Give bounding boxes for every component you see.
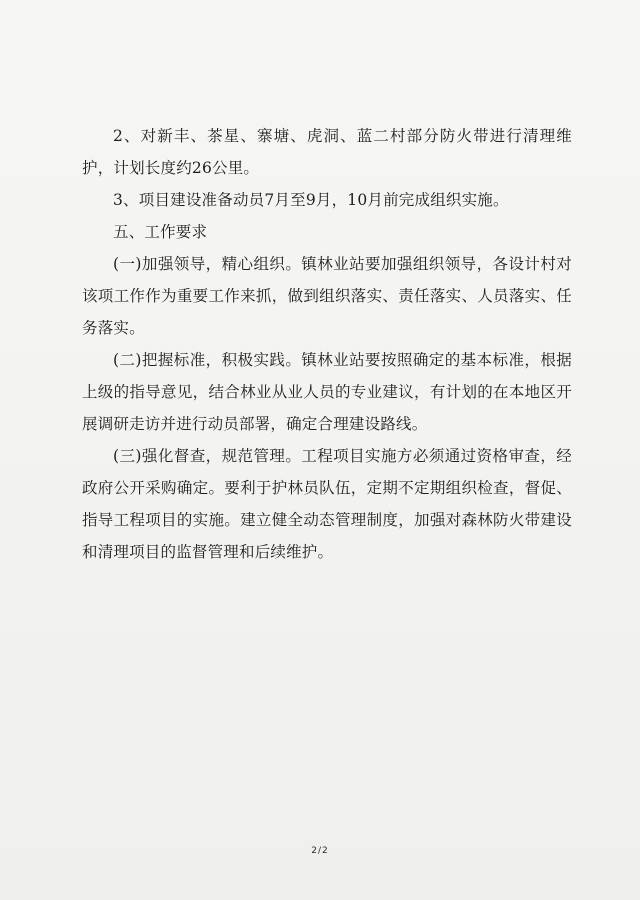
section-heading-work-requirements: 五、工作要求	[113, 223, 208, 241]
paragraph-requirement-3: (三)强化督查，规范管理。工程项目实施方必须通过资格审查，经政府公开采购确定。要利于护林员队伍，定期不定期组织检查，督促、指导工程项目的实施。建立健全动态管理制度，加强对森林防火带建设和清理项目的监督管理和后续维护。	[82, 447, 572, 561]
paragraph-requirement-2: (二)把握标准，积极实践。镇林业站要按照确定的基本标准，根据上级的指导意见，结合林业从业人员的专业建议，有计划的在本地区开展调研走访并进行动员部署，确定合理建设路线。	[82, 351, 572, 433]
document-body	[82, 120, 572, 568]
page-number: 2/2	[311, 846, 329, 856]
paragraph-item-3: 3、项目建设准备动员7月至9月，10月前完成组织实施。	[113, 191, 509, 209]
paragraph-requirement-1: (一)加强领导，精心组织。镇林业站要加强组织领导，各设计村对该项工作作为重要工作来抓，做到组织落实、责任落实、人员落实、任务落实。	[82, 255, 572, 337]
paragraph-item-2: 2、对新丰、茶星、寨塘、虎洞、蓝二村部分防火带进行清理维护，计划长度约26公里。	[82, 127, 572, 177]
